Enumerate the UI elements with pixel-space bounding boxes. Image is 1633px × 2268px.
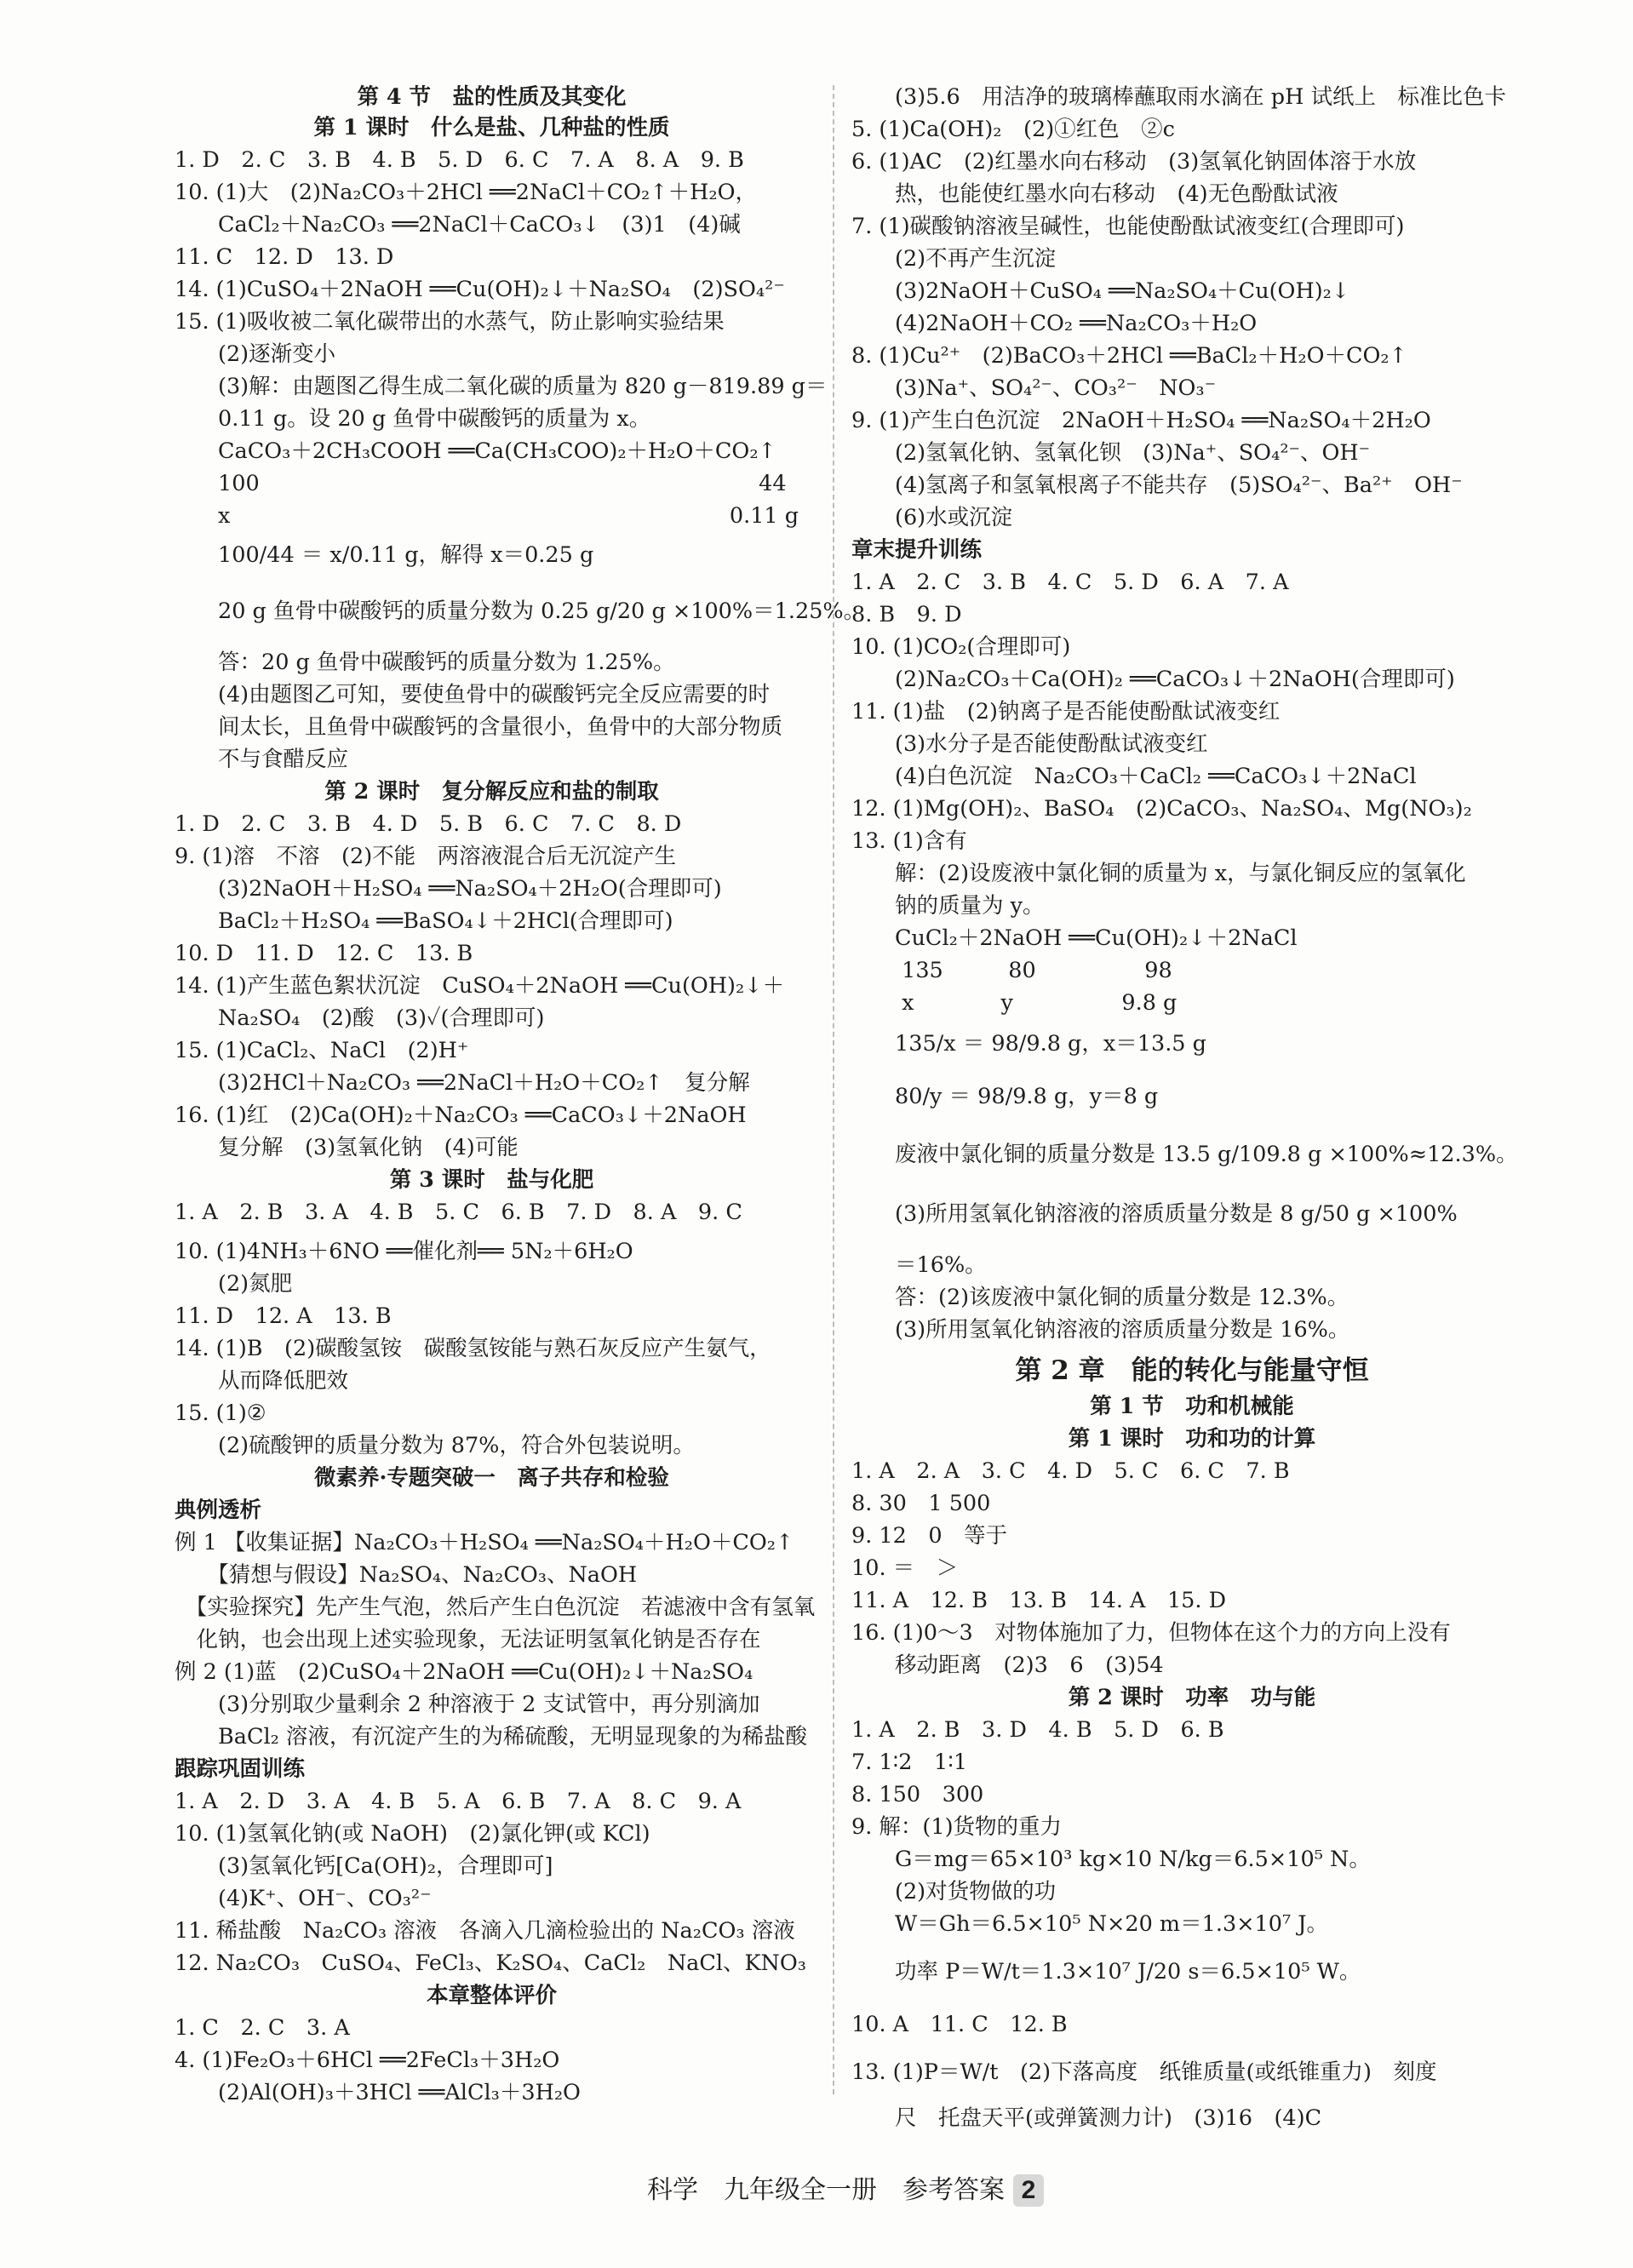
answer-line: 8. 150 300 (851, 1782, 984, 1807)
answer-line: 钠的质量为 y。 (851, 893, 1045, 919)
subsection-label: 典例透析 (175, 1498, 262, 1523)
answer-line: ＝16%。 (851, 1252, 987, 1278)
answer-line: (3)氢氧化钙[Ca(OH)₂，合理即可] (175, 1853, 553, 1879)
answer-line: 9. (1)产生白色沉淀 2NaOH＋H₂SO₄ ══Na₂SO₄＋2H₂O (851, 408, 1431, 433)
answer-line: 尺 托盘天平(或弹簧测力计) (3)16 (4)C (851, 2105, 1322, 2131)
answer-line: 100 44 (175, 471, 787, 496)
answer-line: 移动距离 (2)3 6 (3)54 (851, 1652, 1164, 1678)
column-divider (833, 85, 834, 2094)
answer-line: (2)Al(OH)₃＋3HCl ══AlCl₃＋3H₂O (175, 2080, 581, 2105)
answer-line: 10. D 11. D 12. C 13. B (175, 941, 473, 966)
answer-line: (4)2NaOH＋CO₂ ══Na₂CO₃＋H₂O (851, 311, 1258, 336)
answer-line: 10. (1)4NH₃＋6NO ══催化剂══ 5N₂＋6H₂O (175, 1239, 633, 1264)
answer-line: 8. 30 1 500 (851, 1491, 991, 1516)
answer-line: 【猜想与假设】Na₂SO₄、Na₂CO₃、NaOH (175, 1562, 638, 1588)
answer-line: 10. (1)大 (2)Na₂CO₃＋2HCl ══2NaCl＋CO₂↑＋H₂O， (175, 180, 757, 205)
answer-line: 12. (1)Mg(OH)₂、BaSO₄ (2)CaCO₃、Na₂SO₄、Mg(NO₃)₂ (851, 796, 1472, 822)
section-heading: 微素养·专题突破一 离子共存和检验 (314, 1465, 669, 1491)
answer-line: W＝Gh＝6.5×10⁵ N×20 m＝1.3×10⁷ J。 (851, 1911, 1329, 1937)
answer-line: 5. (1)Ca(OH)₂ (2)①红色 ②c (851, 117, 1175, 142)
answer-line: (2)对货物做的功 (851, 1879, 1057, 1904)
answer-line: 复分解 (3)氢氧化钠 (4)可能 (175, 1135, 519, 1160)
answer-line: 解：(2)设废液中氯化铜的质量为 x，与氯化铜反应的氢氧化 (851, 861, 1466, 886)
answer-line: Na₂SO₄ (2)酸 (3)✓(合理即可) (175, 1005, 545, 1031)
answer-line: 0.11 g。设 20 g 鱼骨中碳酸钙的质量为 x。 (175, 406, 651, 432)
answer-line: 7. (1)碳酸钠溶液呈碱性，也能使酚酞试液变红(合理即可) (851, 214, 1405, 239)
answer-line: 不与食醋反应 (175, 747, 349, 772)
answer-line: 16. (1)0～3 对物体施加了力，但物体在这个力的方向上没有 (851, 1620, 1451, 1646)
answer-line: 废液中氯化铜的质量分数是 13.5 g/109.8 g ×100%≈12.3%。 (851, 1142, 1518, 1167)
answer-line: 11. A 12. B 13. B 14. A 15. D (851, 1588, 1227, 1613)
answer-line: 8. (1)Cu²⁺ (2)BaCO₃＋2HCl ══BaCl₂＋H₂O＋CO₂↑ (851, 343, 1408, 369)
answer-line: 11. 稀盐酸 Na₂CO₃ 溶液 各滴入几滴检验出的 Na₂CO₃ 溶液 (175, 1918, 795, 1944)
answer-line: 1. A 2. B 3. D 4. B 5. D 6. B (851, 1717, 1224, 1743)
answer-line: 16. (1)红 (2)Ca(OH)₂＋Na₂CO₃ ══CaCO₃↓＋2NaOH (175, 1102, 747, 1128)
answer-line: 1. D 2. C 3. B 4. B 5. D 6. C 7. A 8. A 9. B (175, 147, 744, 173)
section-heading: 第 2 章 能的转化与能量守恒 (1015, 1355, 1369, 1386)
answer-line: 9. (1)溶 不溶 (2)不能 两溶液混合后无沉淀产生 (175, 844, 677, 869)
answer-line: BaCl₂＋H₂SO₄ ══BaSO₄↓＋2HCl(合理即可) (175, 908, 673, 934)
answer-line: 13. (1)P＝W/t (2)下落高度 纸锥质量(或纸锥重力) 刻度 (851, 2059, 1437, 2085)
answer-line: (2)不再产生沉淀 (851, 246, 1057, 272)
answer-line: (3)2NaOH＋CuSO₄ ══Na₂SO₄＋Cu(OH)₂↓ (851, 278, 1350, 304)
answer-line: 6. (1)AC (2)红墨水向右移动 (3)氢氧化钠固体溶于水放 (851, 149, 1417, 175)
answer-line: 8. B 9. D (851, 602, 962, 627)
answer-line: BaCl₂ 溶液，有沉淀产生的为稀硫酸，无明显现象的为稀盐酸 (175, 1724, 807, 1750)
answer-line: 11. (1)盐 (2)钠离子是否能使酚酞试液变红 (851, 699, 1281, 724)
answer-line: (3)2NaOH＋H₂SO₄ ══Na₂SO₄＋2H₂O(合理即可) (175, 876, 722, 902)
answer-line: 11. D 12. A 13. B (175, 1303, 392, 1329)
answer-line: (4)白色沉淀 Na₂CO₃＋CaCl₂ ══CaCO₃↓＋2NaCl (851, 764, 1417, 789)
answer-line: 7. 1∶2 1∶1 (851, 1750, 968, 1775)
answer-line: 10. A 11. C 12. B (851, 2012, 1068, 2037)
answer-line: 化钠，也会出现上述实验现象，无法证明氢氧化钠是否存在 (175, 1627, 761, 1652)
answer-line: 例 2 (1)蓝 (2)CuSO₄＋2NaOH ══Cu(OH)₂↓＋Na₂SO₄ (175, 1659, 753, 1685)
answer-line: (2)氢氧化钠、氢氧化钡 (3)Na⁺、SO₄²⁻、OH⁻ (851, 440, 1371, 466)
answer-line: (3)解：由题图乙得生成二氧化碳的质量为 820 g－819.89 g＝ (175, 374, 828, 399)
answer-line: 100/44 ＝ x/0.11 g，解得 x＝0.25 g (175, 542, 594, 568)
answer-line: 14. (1)CuSO₄＋2NaOH ══Cu(OH)₂↓＋Na₂SO₄ (2)SO₄²⁻ (175, 277, 785, 302)
answer-line: x y 9.8 g (851, 990, 1177, 1016)
answer-line: 1. A 2. A 3. C 4. D 5. C 6. C 7. B (851, 1458, 1290, 1484)
answer-line: 14. (1)B (2)碳酸氢铵 碳酸氢铵能与熟石灰反应产生氨气， (175, 1336, 771, 1361)
answer-line: 从而降低肥效 (175, 1368, 349, 1394)
answer-line: (4)K⁺、OH⁻、CO₃²⁻ (175, 1886, 432, 1911)
answer-line: 热，也能使红墨水向右移动 (4)无色酚酞试液 (851, 181, 1338, 207)
answer-line: 9. 解：(1)货物的重力 (851, 1814, 1063, 1840)
answer-line: 12. Na₂CO₃ CuSO₄、FeCl₃、K₂SO₄、CaCl₂ NaCl、KNO₃ (175, 1950, 806, 1976)
answer-line: 20 g 鱼骨中碳酸钙的质量分数为 0.25 g/20 g ×100%＝1.25%。 (175, 598, 866, 624)
answer-line: 14. (1)产生蓝色絮状沉淀 CuSO₄＋2NaOH ══Cu(OH)₂↓＋ (175, 973, 785, 999)
answer-line: 13. (1)含有 (851, 828, 967, 854)
section-heading: 第 1 课时 什么是盐、几种盐的性质 (313, 115, 670, 140)
answer-line: 1. A 2. C 3. B 4. C 5. D 6. A 7. A (851, 570, 1289, 595)
subsection-label: 跟踪巩固训练 (175, 1756, 306, 1782)
section-heading: 第 1 节 功和机械能 (1090, 1394, 1294, 1419)
answer-line: (3)所用氢氧化钠溶液的溶质质量分数是 16%。 (851, 1317, 1350, 1343)
answer-line: 1. C 2. C 3. A (175, 2015, 350, 2041)
section-heading: 第 3 课时 盐与化肥 (389, 1167, 594, 1193)
answer-line: (6)水或沉淀 (851, 505, 1013, 530)
answer-line: 15. (1)吸收被二氧化碳带出的水蒸气，防止影响实验结果 (175, 309, 725, 335)
subsection-label: 章末提升训练 (851, 537, 983, 563)
answer-line: CuCl₂＋2NaOH ══Cu(OH)₂↓＋2NaCl (851, 925, 1298, 951)
footer-title: 科学 九年级全一册 参考答案 (647, 2175, 1005, 2205)
answer-line: (3)5.6 用洁净的玻璃棒蘸取雨水滴在 pH 试纸上 标准比色卡 (851, 84, 1506, 110)
answer-line: 答：(2)该废液中氯化铜的质量分数是 12.3%。 (851, 1285, 1349, 1310)
answer-line: CaCl₂＋Na₂CO₃ ══2NaCl＋CaCO₃↓ (3)1 (4)碱 (175, 212, 741, 238)
answer-line: 135/x ＝ 98/9.8 g，x＝13.5 g (851, 1031, 1206, 1057)
answer-line: (2)硫酸钾的质量分数为 87%，符合外包装说明。 (175, 1433, 695, 1458)
answer-line: 15. (1)② (175, 1400, 266, 1426)
answer-line: (3)水分子是否能使酚酞试液变红 (851, 731, 1208, 757)
answer-line: (4)氢离子和氢氧根离子不能共存 (5)SO₄²⁻、Ba²⁺ OH⁻ (851, 472, 1463, 498)
section-heading: 第 4 节 盐的性质及其变化 (357, 84, 627, 110)
answer-line: G＝mg＝65×10³ kg×10 N/kg＝6.5×10⁵ N。 (851, 1847, 1371, 1872)
answer-line: 11. C 12. D 13. D (175, 244, 394, 270)
section-heading: 本章整体评价 (426, 1983, 557, 2008)
answer-line: 间太长，且鱼骨中碳酸钙的含量很小，鱼骨中的大部分物质 (175, 714, 783, 740)
answer-line: (3)Na⁺、SO₄²⁻、CO₃²⁻ NO₃⁻ (851, 375, 1217, 401)
answer-line: (2)逐渐变小 (175, 341, 336, 367)
answer-line: (3)所用氢氧化钠溶液的溶质质量分数是 8 g/50 g ×100% (851, 1201, 1458, 1227)
section-heading: 第 2 课时 复分解反应和盐的制取 (324, 779, 659, 805)
answer-line: 例 1 【收集证据】Na₂CO₃＋H₂SO₄ ══Na₂SO₄＋H₂O＋CO₂↑ (175, 1530, 794, 1555)
answer-line: 【实验探究】先产生气泡，然后产生白色沉淀 若滤液中含有氢氧 (175, 1595, 816, 1620)
answer-line: 1. A 2. D 3. A 4. B 5. A 6. B 7. A 8. C 9. A (175, 1789, 742, 1814)
answer-line: 10. ＝ ＞ (851, 1555, 959, 1581)
page-footer (0, 2171, 1633, 2210)
section-heading: 第 1 课时 功和功的计算 (1068, 1426, 1316, 1452)
answer-line: 135 80 98 (851, 958, 1172, 983)
answer-line: (3)2HCl＋Na₂CO₃ ══2NaCl＋H₂O＋CO₂↑ 复分解 (175, 1070, 750, 1096)
answer-line: (2)氮肥 (175, 1271, 293, 1297)
answer-line: 15. (1)CaCl₂、NaCl (2)H⁺ (175, 1038, 469, 1063)
answer-line: 9. 12 0 等于 (851, 1523, 1008, 1549)
answer-line: 功率 P＝W/t＝1.3×10⁷ J/20 s＝6.5×10⁵ W。 (851, 1959, 1361, 1984)
answer-line: (3)分别取少量剩余 2 种溶液于 2 支试管中，再分别滴加 (175, 1692, 760, 1717)
answer-line: 80/y ＝ 98/9.8 g，y＝8 g (851, 1084, 1159, 1109)
answer-line: (2)Na₂CO₃＋Ca(OH)₂ ══CaCO₃↓＋2NaOH(合理即可) (851, 667, 1455, 692)
answer-line: 1. D 2. C 3. B 4. D 5. B 6. C 7. C 8. D (175, 811, 682, 837)
answer-line: 4. (1)Fe₂O₃＋6HCl ══2FeCl₃＋3H₂O (175, 2048, 560, 2073)
answer-line: 答：20 g 鱼骨中碳酸钙的质量分数为 1.25%。 (175, 650, 675, 675)
answer-line: CaCO₃＋2CH₃COOH ══Ca(CH₃COO)₂＋H₂O＋CO₂↑ (175, 438, 776, 464)
answer-line: 10. (1)CO₂(合理即可) (851, 634, 1071, 660)
answer-line: x 0.11 g (175, 503, 799, 529)
answer-line: 10. (1)氢氧化钠(或 NaOH) (2)氯化钾(或 KCl) (175, 1821, 650, 1847)
answer-line: 1. A 2. B 3. A 4. B 5. C 6. B 7. D 8. A 9. C (175, 1200, 742, 1225)
page-number: 2 (1013, 2174, 1044, 2207)
section-heading: 第 2 课时 功率 功与能 (1068, 1685, 1316, 1710)
answer-line: (4)由题图乙可知，要使鱼骨中的碳酸钙完全反应需要的时 (175, 682, 771, 707)
